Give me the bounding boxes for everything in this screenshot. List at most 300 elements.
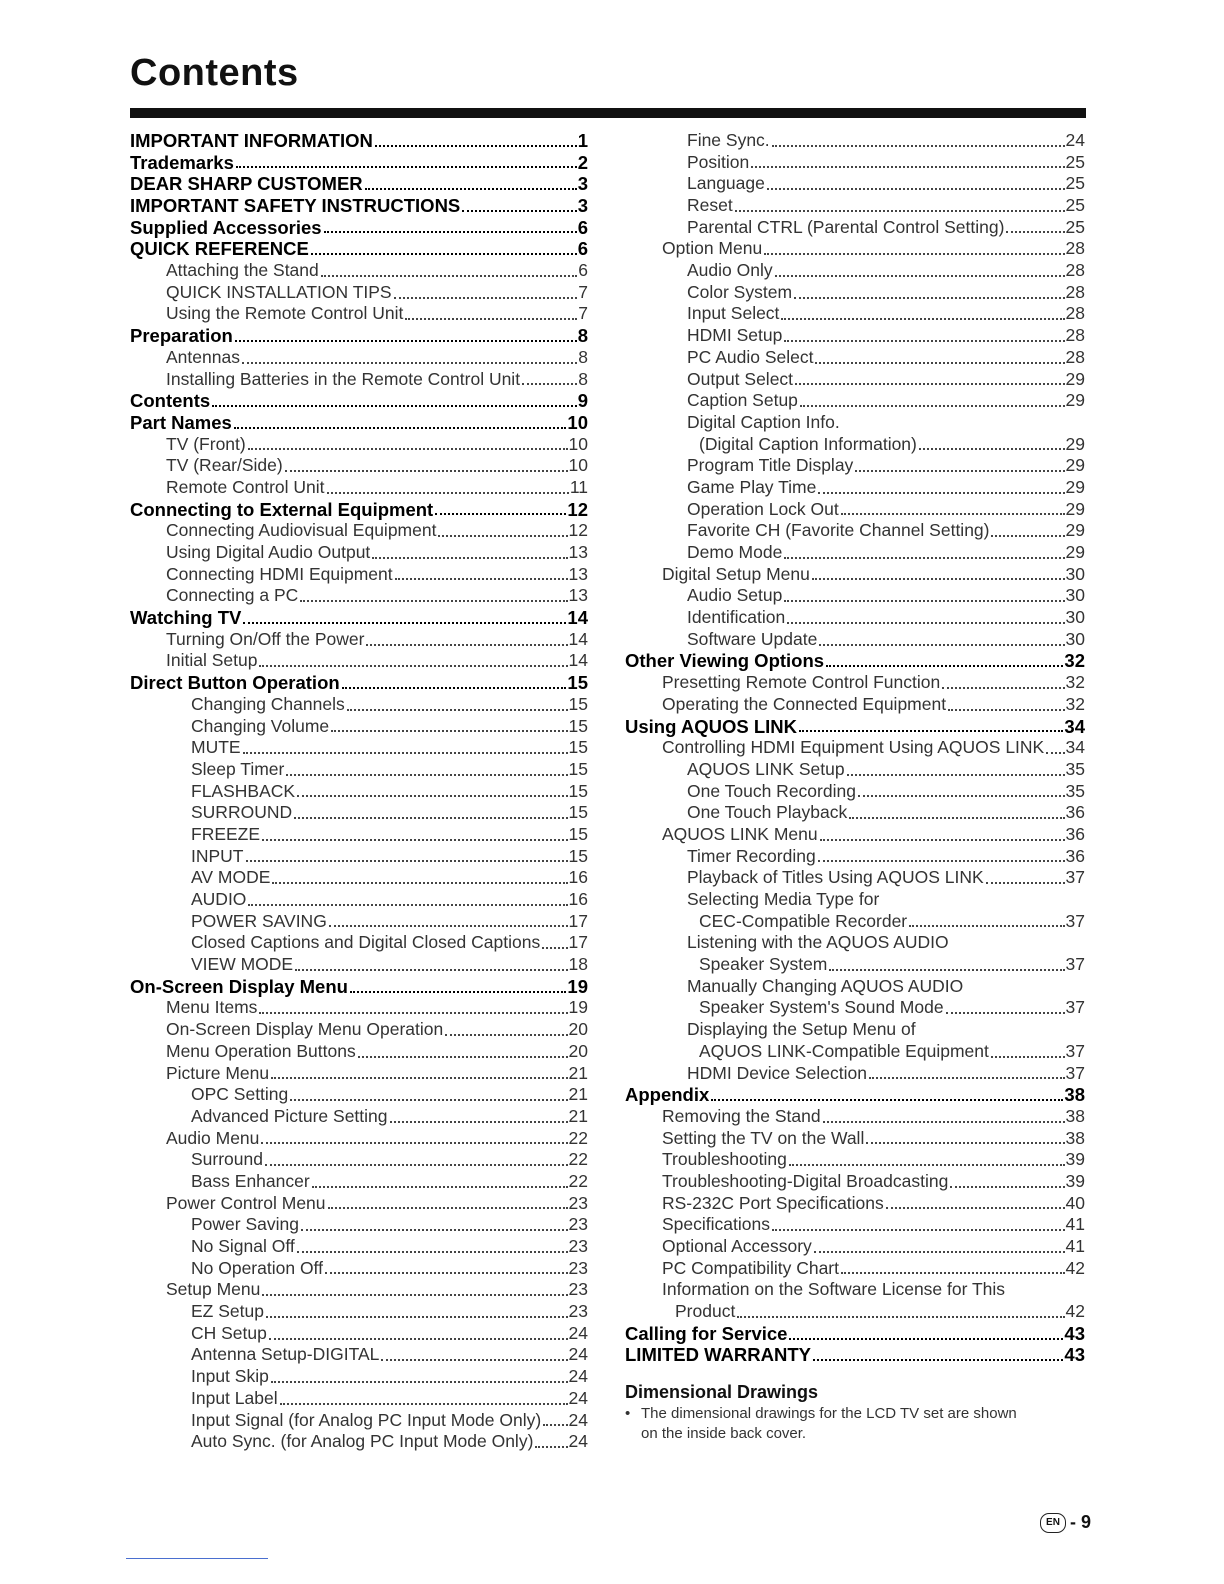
toc-entry xyxy=(130,1214,588,1236)
leader-dots xyxy=(767,187,1065,190)
toc-entry-page: 14 xyxy=(567,607,588,629)
leader-dots xyxy=(781,317,1064,320)
toc-entry xyxy=(130,759,588,781)
toc-entry-title: VIEW MODE xyxy=(191,954,294,975)
leader-dots xyxy=(542,946,567,949)
toc-entry-title: Power Saving xyxy=(191,1214,299,1235)
toc-entry xyxy=(130,1323,588,1345)
toc-entry-title: On-Screen Display Menu Operation xyxy=(166,1019,444,1040)
leader-dots xyxy=(1006,230,1064,233)
toc-entry xyxy=(625,1323,1085,1345)
leader-dots xyxy=(858,794,1065,797)
leader-dots xyxy=(265,1163,568,1166)
toc-entry-page: 23 xyxy=(568,1214,588,1235)
toc-entry xyxy=(130,347,588,369)
leader-dots xyxy=(262,1293,567,1296)
toc-entry xyxy=(130,607,588,629)
toc-left-column xyxy=(130,130,588,1453)
toc-entry-page: 34 xyxy=(1064,715,1085,737)
toc-entry xyxy=(130,238,588,260)
leader-dots xyxy=(328,1206,568,1209)
toc-entry-title: Advanced Picture Setting xyxy=(191,1105,388,1126)
toc-entry-title: Setting the TV on the Wall xyxy=(662,1127,865,1148)
toc-entry-title: OPC Setting xyxy=(191,1084,289,1105)
toc-entry xyxy=(130,1106,588,1128)
toc-entry-page: 23 xyxy=(568,1236,588,1257)
toc-entry-title: Input Select xyxy=(687,303,780,324)
toc-entry xyxy=(625,1171,1085,1193)
toc-entry-page: 25 xyxy=(1065,151,1085,172)
toc-entry-page: 15 xyxy=(568,758,588,779)
toc-entry-title: Using AQUOS LINK xyxy=(625,715,797,737)
toc-entry-page: 13 xyxy=(568,563,588,584)
toc-entry-page: 24 xyxy=(568,1387,588,1408)
toc-entry xyxy=(625,1258,1085,1280)
toc-entry-page: 8 xyxy=(577,325,588,347)
toc-entry-page: 42 xyxy=(1065,1301,1085,1322)
toc-entry-title: Presetting Remote Control Function xyxy=(662,672,941,693)
toc-entry-title: Trademarks xyxy=(130,151,234,173)
toc-entry xyxy=(130,542,588,564)
leader-dots xyxy=(799,729,1063,732)
toc-entry-page: 36 xyxy=(1065,845,1085,866)
toc-entry-title: FLASHBACK xyxy=(191,780,296,801)
toc-entry-page: 30 xyxy=(1065,607,1085,628)
toc-entry xyxy=(130,1063,588,1085)
toc-entry xyxy=(130,1171,588,1193)
leader-dots xyxy=(312,1185,568,1188)
leader-dots xyxy=(813,1358,1063,1361)
leader-dots xyxy=(909,924,1064,927)
toc-entry-page: 29 xyxy=(1065,520,1085,541)
toc-entry-page: 32 xyxy=(1065,672,1085,693)
toc-entry-title: Color System xyxy=(687,281,793,302)
toc-entry-title: On-Screen Display Menu xyxy=(130,975,348,997)
leader-dots xyxy=(375,144,577,147)
toc-entry-title: Selecting Media Type for xyxy=(687,889,880,910)
toc-entry xyxy=(130,499,588,521)
toc-entry xyxy=(130,282,588,304)
leader-dots xyxy=(986,881,1065,884)
toc-entry xyxy=(625,390,1085,412)
toc-entry-page: 28 xyxy=(1065,260,1085,281)
toc-entry-page: 24 xyxy=(1065,130,1085,150)
toc-entry xyxy=(625,889,1085,911)
dimensional-note-line-1: The dimensional drawings for the LCD TV set are shown xyxy=(641,1405,1017,1422)
toc-entry-page: 15 xyxy=(568,737,588,758)
toc-entry xyxy=(130,564,588,586)
leader-dots xyxy=(366,643,567,646)
toc-entry-title: One Touch Playback xyxy=(687,802,848,823)
toc-entry-title: FREEZE xyxy=(191,824,261,844)
toc-entry-page: 13 xyxy=(568,542,588,563)
leader-dots xyxy=(942,686,1064,689)
leader-dots xyxy=(826,664,1063,667)
toc-entry-page: 37 xyxy=(1065,910,1085,931)
toc-entry-title: Initial Setup xyxy=(166,650,258,671)
toc-entry xyxy=(130,130,588,152)
toc-entry-page: 32 xyxy=(1065,693,1085,714)
toc-entry-page: 17 xyxy=(568,910,588,931)
leader-dots xyxy=(869,1076,1065,1079)
leader-dots xyxy=(248,447,568,450)
toc-entry xyxy=(130,976,588,998)
toc-entry-title: Parental CTRL (Parental Control Setting) xyxy=(687,216,1005,237)
toc-entry-title: Changing Volume xyxy=(191,715,330,736)
leader-dots xyxy=(946,1011,1065,1014)
toc-entry-title: Bass Enhancer xyxy=(191,1171,310,1191)
toc-entry xyxy=(130,434,588,456)
toc-entry-title: Operation Lock Out xyxy=(687,498,839,519)
toc-entry xyxy=(130,629,588,651)
toc-entry-page: 28 xyxy=(1065,303,1085,324)
toc-entry-page: 39 xyxy=(1065,1149,1085,1170)
toc-entry-title: Troubleshooting-Digital Broadcasting xyxy=(662,1171,949,1191)
toc-entry xyxy=(130,651,588,673)
toc-entry xyxy=(130,217,588,239)
bottom-rule xyxy=(126,1558,268,1559)
leader-dots xyxy=(818,491,1064,494)
leader-dots xyxy=(991,1055,1065,1058)
toc-entry xyxy=(130,585,588,607)
toc-entry-page: 8 xyxy=(578,346,588,367)
toc-entry-page: 25 xyxy=(1065,195,1085,216)
toc-entry xyxy=(130,781,588,803)
toc-entry xyxy=(130,173,588,195)
leader-dots xyxy=(297,1250,568,1253)
toc-entry-page: 34 xyxy=(1065,737,1085,758)
toc-entry-title: Turning On/Off the Power xyxy=(166,628,365,649)
toc-entry xyxy=(625,1128,1085,1150)
leader-dots xyxy=(329,924,568,927)
leader-dots xyxy=(847,773,1065,776)
toc-entry-page: 23 xyxy=(568,1301,588,1322)
toc-entry xyxy=(130,455,588,477)
toc-entry xyxy=(130,846,588,868)
leader-dots xyxy=(800,404,1065,407)
toc-entry xyxy=(625,325,1085,347)
leader-dots xyxy=(295,968,567,971)
toc-entry-title: Output Select xyxy=(687,368,794,389)
leader-dots xyxy=(405,317,577,320)
leader-dots xyxy=(365,187,577,190)
toc-entry-title: Remote Control Unit xyxy=(166,477,325,497)
toc-entry xyxy=(130,867,588,889)
toc-entry xyxy=(130,672,588,694)
toc-entry-page: 25 xyxy=(1065,173,1085,194)
toc-entry xyxy=(625,520,1085,542)
toc-entry-page: 11 xyxy=(569,477,588,497)
toc-entry-title: HDMI Device Selection xyxy=(687,1062,867,1083)
toc-entry xyxy=(625,260,1085,282)
toc-entry xyxy=(625,737,1085,759)
toc-entry-title: Appendix xyxy=(625,1084,710,1106)
toc-entry-title: (Digital Caption Information) xyxy=(699,433,917,454)
toc-entry-page: 32 xyxy=(1064,650,1085,672)
toc-entry-title: CH Setup xyxy=(191,1322,267,1343)
leader-dots xyxy=(784,339,1064,342)
toc-entry xyxy=(625,282,1085,304)
toc-entry xyxy=(625,1084,1085,1106)
toc-entry-title: Sleep Timer xyxy=(191,758,285,779)
toc-entry xyxy=(625,1236,1085,1258)
toc-entry-title: Using Digital Audio Output xyxy=(166,542,371,563)
toc-entry xyxy=(625,1301,1085,1323)
toc-entry xyxy=(625,846,1085,868)
leader-dots xyxy=(262,838,567,841)
toc-entry-page: 30 xyxy=(1065,585,1085,606)
toc-entry-title: Installing Batteries in the Remote Control Unit xyxy=(166,368,521,389)
dimensional-note-line-2: on the inside back cover. xyxy=(641,1425,807,1442)
toc-entry xyxy=(625,1149,1085,1171)
toc-entry-page: 3 xyxy=(577,195,588,217)
toc-entry xyxy=(625,759,1085,781)
leader-dots xyxy=(849,816,1064,819)
toc-entry-title: Software Update xyxy=(687,628,818,649)
toc-entry xyxy=(625,477,1085,499)
leader-dots xyxy=(919,447,1065,450)
toc-entry-page: 36 xyxy=(1065,824,1085,844)
toc-entry xyxy=(625,455,1085,477)
toc-entry xyxy=(625,304,1085,326)
leader-dots xyxy=(841,1271,1065,1274)
toc-entry-title: Antenna Setup-DIGITAL xyxy=(191,1344,380,1365)
toc-entry-title: Direct Button Operation xyxy=(130,672,340,694)
toc-entry-page: 29 xyxy=(1065,542,1085,563)
toc-entry-page: 28 xyxy=(1065,281,1085,302)
toc-entry-page: 7 xyxy=(578,281,588,302)
toc-entry-title: CEC-Compatible Recorder xyxy=(699,910,908,931)
toc-entry-page: 19 xyxy=(567,975,588,997)
toc-entry xyxy=(625,412,1085,434)
leader-dots xyxy=(235,339,577,342)
toc-entry-title: QUICK INSTALLATION TIPS xyxy=(166,281,392,302)
leader-dots xyxy=(815,361,1064,364)
toc-entry xyxy=(625,802,1085,824)
toc-entry-title: Part Names xyxy=(130,411,232,433)
toc-entry-title: Digital Setup Menu xyxy=(662,563,810,584)
toc-entry xyxy=(625,867,1085,889)
toc-entry-title: Controlling HDMI Equipment Using AQUOS LINK xyxy=(662,737,1045,758)
toc-entry-title: Calling for Service xyxy=(625,1322,788,1344)
toc-entry xyxy=(625,499,1085,521)
leader-dots xyxy=(280,1402,568,1405)
leader-dots xyxy=(772,144,1065,147)
leader-dots xyxy=(321,274,578,277)
leader-dots xyxy=(243,621,566,624)
toc-entry-title: Manually Changing AQUOS AUDIO xyxy=(687,975,964,996)
leader-dots xyxy=(286,773,567,776)
toc-entry-title: Removing the Stand xyxy=(662,1105,821,1126)
leader-dots xyxy=(266,1315,568,1318)
toc-entry-page: 6 xyxy=(577,238,588,260)
leader-dots xyxy=(764,252,1064,255)
toc-entry xyxy=(130,1258,588,1280)
toc-entry-page: 37 xyxy=(1065,1040,1085,1061)
leader-dots xyxy=(819,643,1064,646)
toc-entry xyxy=(625,217,1085,239)
leader-dots xyxy=(272,881,567,884)
toc-entry-page: 25 xyxy=(1065,216,1085,237)
toc-entry-title: Connecting Audiovisual Equipment xyxy=(166,520,437,541)
toc-entry-title: No Signal Off xyxy=(191,1236,295,1257)
toc-entry-title: Input Signal (for Analog PC Input Mode Only) xyxy=(191,1409,542,1430)
toc-entry-title: Contents xyxy=(130,390,211,412)
toc-entry-title: Closed Captions and Digital Closed Captions xyxy=(191,932,541,953)
leader-dots xyxy=(271,1380,568,1383)
toc-entry xyxy=(625,932,1085,954)
toc-entry-page: 22 xyxy=(568,1171,588,1191)
leader-dots xyxy=(438,534,567,537)
toc-entry-title: TV (Front) xyxy=(166,433,246,454)
toc-entry-page: 9 xyxy=(577,390,588,412)
leader-dots xyxy=(789,1337,1063,1340)
toc-entry-title: Fine Sync. xyxy=(687,130,770,150)
leader-dots xyxy=(535,1445,567,1448)
toc-entry xyxy=(130,1301,588,1323)
toc-entry xyxy=(130,1149,588,1171)
toc-entry-page: 43 xyxy=(1064,1344,1085,1366)
toc-entry-title: Demo Mode xyxy=(687,542,783,563)
toc-entry-title: Other Viewing Options xyxy=(625,650,825,672)
toc-entry xyxy=(625,1214,1085,1236)
toc-entry xyxy=(625,954,1085,976)
toc-entry xyxy=(130,1279,588,1301)
toc-entry-title: PC Audio Select xyxy=(687,346,814,367)
toc-entry-title: Identification xyxy=(687,607,786,628)
leader-dots xyxy=(814,1250,1065,1253)
toc-entry-title: Attaching the Stand xyxy=(166,260,319,281)
toc-entry-title: Antennas xyxy=(166,346,240,367)
toc-entry-page: 29 xyxy=(1065,498,1085,519)
leader-dots xyxy=(735,209,1065,212)
toc-entry-page: 37 xyxy=(1065,997,1085,1018)
toc-entry-page: 28 xyxy=(1065,238,1085,259)
toc-entry xyxy=(130,1410,588,1432)
toc-entry-page: 42 xyxy=(1065,1257,1085,1278)
toc-entry-title: Menu Operation Buttons xyxy=(166,1040,356,1061)
toc-entry xyxy=(625,672,1085,694)
toc-entry-page: 24 xyxy=(568,1366,588,1387)
toc-entry-page: 40 xyxy=(1065,1192,1085,1213)
leader-dots xyxy=(462,209,576,212)
toc-entry xyxy=(130,260,588,282)
toc-entry-page: 16 xyxy=(568,867,588,888)
leader-dots xyxy=(866,1141,1064,1144)
toc-entry-page: 15 xyxy=(568,715,588,736)
toc-entry-title: LIMITED WARRANTY xyxy=(625,1344,812,1366)
toc-entry-page: 41 xyxy=(1065,1236,1085,1257)
toc-entry-title: Caption Setup xyxy=(687,390,798,411)
toc-entry-title: Language xyxy=(687,173,765,194)
toc-entry xyxy=(130,932,588,954)
toc-entry-page: 16 xyxy=(568,889,588,910)
toc-entry-page: 37 xyxy=(1065,954,1085,975)
toc-entry-page: 15 xyxy=(568,693,588,714)
leader-dots xyxy=(285,469,568,472)
toc-entry xyxy=(130,152,588,174)
toc-entry-page: 19 xyxy=(568,997,588,1018)
toc-entry-page: 38 xyxy=(1065,1105,1085,1126)
leader-dots xyxy=(234,426,567,429)
toc-entry-title: Surround xyxy=(191,1149,263,1170)
toc-entry xyxy=(130,694,588,716)
leader-dots xyxy=(1046,751,1064,754)
toc-entry-title: Preparation xyxy=(130,325,233,347)
toc-entry xyxy=(625,564,1085,586)
leader-dots xyxy=(243,751,568,754)
toc-entry-title: PC Compatibility Chart xyxy=(662,1257,839,1278)
toc-entry-title: Using the Remote Control Unit xyxy=(166,303,404,324)
leader-dots xyxy=(347,708,568,711)
toc-entry xyxy=(130,1388,588,1410)
toc-entry-title: SURROUND xyxy=(191,802,293,823)
leader-dots xyxy=(269,1337,568,1340)
leader-dots xyxy=(772,1228,1065,1231)
toc-entry-page: 12 xyxy=(567,498,588,520)
leader-dots xyxy=(259,664,567,667)
toc-entry-title: Favorite CH (Favorite Channel Setting) xyxy=(687,520,990,541)
leader-dots xyxy=(950,1185,1064,1188)
toc-entry-page: 24 xyxy=(568,1409,588,1430)
toc-entry xyxy=(130,716,588,738)
toc-entry-page: 30 xyxy=(1065,628,1085,649)
toc-entry xyxy=(625,824,1085,846)
toc-entry xyxy=(130,1128,588,1150)
toc-entry-page: 29 xyxy=(1065,368,1085,389)
toc-entry xyxy=(130,325,588,347)
toc-entry-page: 6 xyxy=(578,260,588,281)
toc-entry xyxy=(625,607,1085,629)
title-rule xyxy=(130,108,1086,118)
toc-entry xyxy=(625,781,1085,803)
toc-entry xyxy=(625,1019,1085,1041)
toc-entry-title: Input Skip xyxy=(191,1366,269,1387)
toc-entry-title: Input Label xyxy=(191,1387,278,1408)
toc-entry-page: 20 xyxy=(568,1040,588,1061)
toc-entry-page: 24 xyxy=(568,1344,588,1365)
toc-entry-title: Playback of Titles Using AQUOS LINK xyxy=(687,867,984,888)
toc-entry-title: Power Control Menu xyxy=(166,1192,326,1213)
toc-entry-title: Product xyxy=(675,1301,736,1322)
page-number xyxy=(1040,1512,1091,1533)
toc-entry xyxy=(130,1431,588,1453)
leader-dots xyxy=(823,1120,1065,1123)
toc-entry-title: QUICK REFERENCE xyxy=(130,238,309,260)
toc-entry xyxy=(625,1063,1085,1085)
toc-entry-title: DEAR SHARP CUSTOMER xyxy=(130,173,363,195)
leader-dots xyxy=(775,274,1065,277)
leader-dots xyxy=(297,794,567,797)
toc-entry xyxy=(625,152,1085,174)
toc-entry-page: 41 xyxy=(1065,1214,1085,1235)
toc-entry xyxy=(130,889,588,911)
toc-entry-page: 7 xyxy=(578,303,588,324)
toc-entry xyxy=(625,195,1085,217)
toc-entry-page: 15 xyxy=(568,845,588,866)
leader-dots xyxy=(948,708,1064,711)
leader-dots xyxy=(886,1206,1065,1209)
toc-entry-page: 12 xyxy=(568,520,588,541)
toc-entry-page: 8 xyxy=(578,368,588,389)
toc-entry xyxy=(130,1236,588,1258)
toc-entry-page: 10 xyxy=(567,411,588,433)
toc-entry-page: 13 xyxy=(568,585,588,606)
toc-entry-title: No Operation Off xyxy=(191,1257,323,1278)
toc-entry-title: Program Title Display xyxy=(687,455,854,476)
toc-entry-page: 15 xyxy=(568,780,588,801)
toc-entry-title: Supplied Accessories xyxy=(130,216,322,238)
